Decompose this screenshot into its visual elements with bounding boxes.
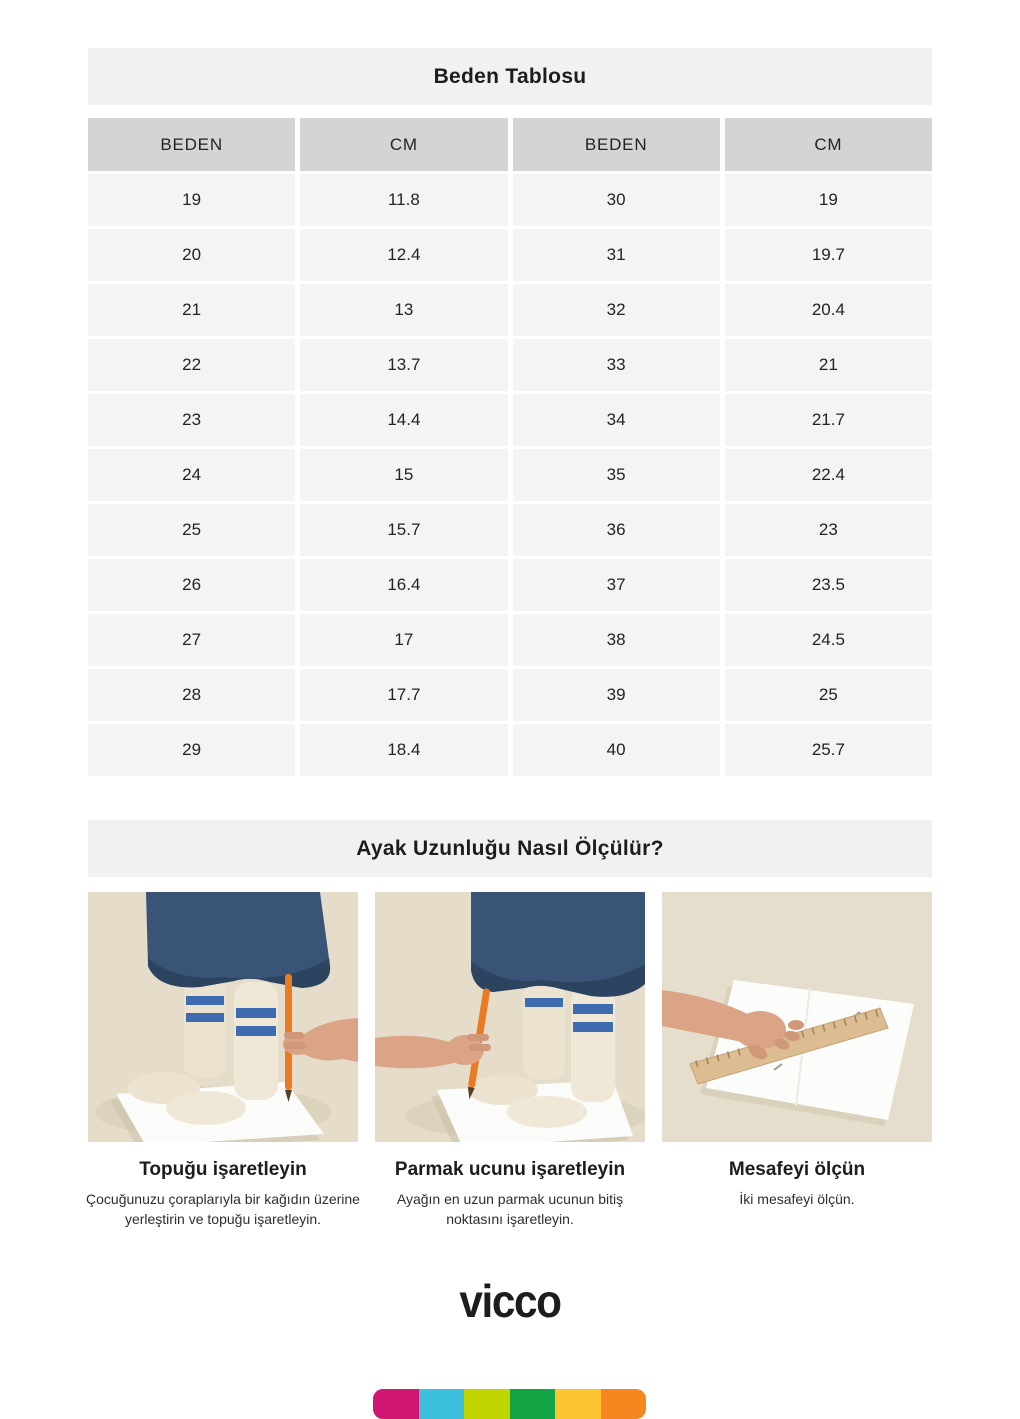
measure-distance-photo [662, 892, 932, 1142]
jeans [146, 892, 330, 988]
size-table-cell: 32 [513, 284, 720, 336]
measure-section-title: Ayak Uzunluğu Nasıl Ölçülür? [356, 836, 664, 860]
size-table-cell: 24.5 [725, 614, 932, 666]
brand-color-segment [555, 1389, 601, 1419]
measure-steps [88, 892, 932, 1230]
measure-step-toe [375, 892, 645, 1230]
size-table-cell: 25.7 [725, 724, 932, 776]
measure-step-heel [88, 892, 358, 1230]
size-table-cell: 23.5 [725, 559, 932, 611]
brand-color-segment [601, 1389, 647, 1419]
size-table-cell: 38 [513, 614, 720, 666]
vicco-logo: vicco [459, 1274, 561, 1327]
measure-section-title-banner [88, 820, 932, 877]
size-table-cell: 28 [88, 669, 295, 721]
size-table-cell: 14.4 [300, 394, 507, 446]
step-heading: Parmak ucunu işaretleyin [394, 1159, 626, 1180]
size-table-header-cell: BEDEN [513, 118, 720, 171]
size-table-cell: 20.4 [725, 284, 932, 336]
size-table-cell: 21 [88, 284, 295, 336]
size-table-cell: 27 [88, 614, 295, 666]
size-table-cell: 12.4 [300, 229, 507, 281]
size-table-cell: 13.7 [300, 339, 507, 391]
step-description: İki mesafeyi ölçün. [739, 1191, 855, 1207]
brand-color-bar [373, 1389, 646, 1419]
measure-step-distance [662, 892, 932, 1230]
size-table-header-cell: BEDEN [88, 118, 295, 171]
mark-toe-photo [375, 892, 645, 1142]
size-table-cell: 35 [513, 449, 720, 501]
size-table-cell: 29 [88, 724, 295, 776]
size-table-cell: 21 [725, 339, 932, 391]
size-table-cell: 34 [513, 394, 720, 446]
size-table-title-banner [88, 48, 932, 105]
size-table-cell: 15.7 [300, 504, 507, 556]
size-table-cell: 31 [513, 229, 720, 281]
size-table-cell: 15 [300, 449, 507, 501]
size-table [88, 118, 932, 776]
size-table-cell: 11.8 [300, 174, 507, 226]
size-table-cell: 25 [88, 504, 295, 556]
size-table-cell: 21.7 [725, 394, 932, 446]
size-table-cell: 37 [513, 559, 720, 611]
step-heading: Topuğu işaretleyin [139, 1159, 307, 1180]
size-table-cell: 40 [513, 724, 720, 776]
size-table-cell: 19.7 [725, 229, 932, 281]
size-table-header-cell: CM [725, 118, 932, 171]
size-table-cell: 19 [725, 174, 932, 226]
brand-color-segment [419, 1389, 465, 1419]
size-table-title: Beden Tablosu [433, 64, 587, 88]
size-table-cell: 24 [88, 449, 295, 501]
mark-heel-photo [88, 892, 358, 1142]
size-table-cell: 22 [88, 339, 295, 391]
size-table-cell: 26 [88, 559, 295, 611]
size-table-cell: 17 [300, 614, 507, 666]
size-table-cell: 36 [513, 504, 720, 556]
size-table-cell: 23 [725, 504, 932, 556]
size-table-cell: 25 [725, 669, 932, 721]
size-table-cell: 20 [88, 229, 295, 281]
step-description: Çocuğunuzu çoraplarıyla bir kağıdın üzerine yerleştirin ve topuğu işaretleyin. [86, 1191, 360, 1228]
brand-color-segment [464, 1389, 510, 1419]
brand-color-segment [510, 1389, 556, 1419]
size-table-cell: 22.4 [725, 449, 932, 501]
size-table-cell: 19 [88, 174, 295, 226]
step-description: Ayağın en uzun parmak ucunun bitiş noktasını işaretleyin. [396, 1191, 624, 1228]
size-table-cell: 13 [300, 284, 507, 336]
size-table-cell: 17.7 [300, 669, 507, 721]
step-heading: Mesafeyi ölçün [728, 1159, 866, 1180]
jeans [471, 892, 645, 997]
size-table-cell: 30 [513, 174, 720, 226]
size-table-cell: 18.4 [300, 724, 507, 776]
size-guide-page [0, 48, 1020, 1408]
size-table-cell: 16.4 [300, 559, 507, 611]
size-table-cell: 23 [88, 394, 295, 446]
size-table-cell: 39 [513, 669, 720, 721]
size-table-cell: 33 [513, 339, 720, 391]
size-table-header-cell: CM [300, 118, 507, 171]
brand-color-segment [373, 1389, 419, 1419]
